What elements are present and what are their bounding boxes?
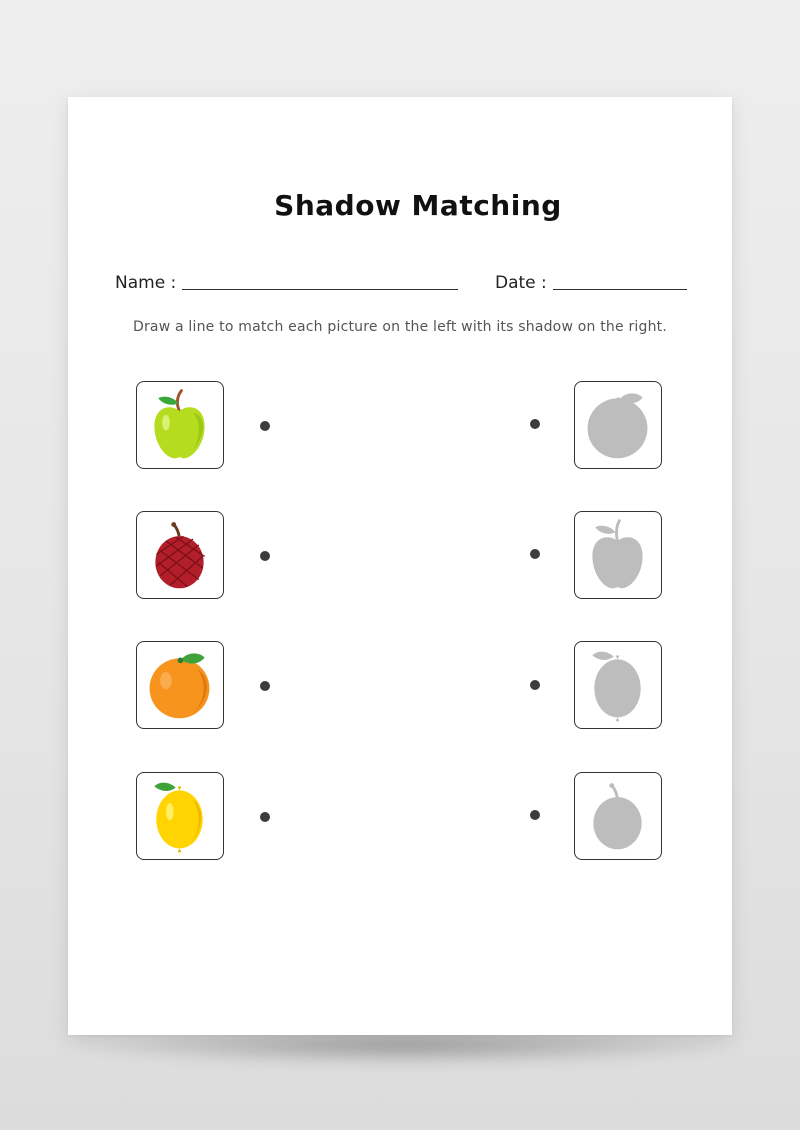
left-match-dot-2[interactable] xyxy=(260,551,270,561)
picture-card-orange[interactable] xyxy=(136,641,224,729)
picture-card-lemon[interactable] xyxy=(136,772,224,860)
right-match-dot-1[interactable] xyxy=(530,419,540,429)
picture-card-green-apple[interactable] xyxy=(136,381,224,469)
left-match-dot-3[interactable] xyxy=(260,681,270,691)
lychee-shadow-icon xyxy=(575,773,660,858)
lemon-shadow-icon xyxy=(575,642,660,727)
left-match-dot-4[interactable] xyxy=(260,812,270,822)
name-label: Name : xyxy=(115,273,177,293)
date-label: Date : xyxy=(495,273,547,293)
date-field xyxy=(495,273,687,293)
green-apple-icon xyxy=(137,382,222,467)
orange-icon xyxy=(137,642,222,727)
instructions-text: Draw a line to match each picture on the left with its shadow on the right. xyxy=(132,319,668,335)
shadow-card-apple[interactable] xyxy=(574,511,662,599)
shadow-card-lychee[interactable] xyxy=(574,772,662,860)
shadow-card-orange[interactable] xyxy=(574,381,662,469)
shadow-card-lemon[interactable] xyxy=(574,641,662,729)
right-match-dot-3[interactable] xyxy=(530,680,540,690)
worksheet-title: Shadow Matching xyxy=(274,189,562,222)
name-write-line[interactable] xyxy=(182,288,458,290)
orange-shadow-icon xyxy=(575,382,660,467)
picture-card-lychee[interactable] xyxy=(136,511,224,599)
right-match-dot-2[interactable] xyxy=(530,549,540,559)
worksheet-page xyxy=(68,97,732,1035)
lemon-icon xyxy=(137,773,222,858)
right-match-dot-4[interactable] xyxy=(530,810,540,820)
apple-shadow-icon xyxy=(575,512,660,597)
date-write-line[interactable] xyxy=(553,288,687,290)
lychee-icon xyxy=(137,512,222,597)
name-field xyxy=(115,273,458,293)
left-match-dot-1[interactable] xyxy=(260,421,270,431)
